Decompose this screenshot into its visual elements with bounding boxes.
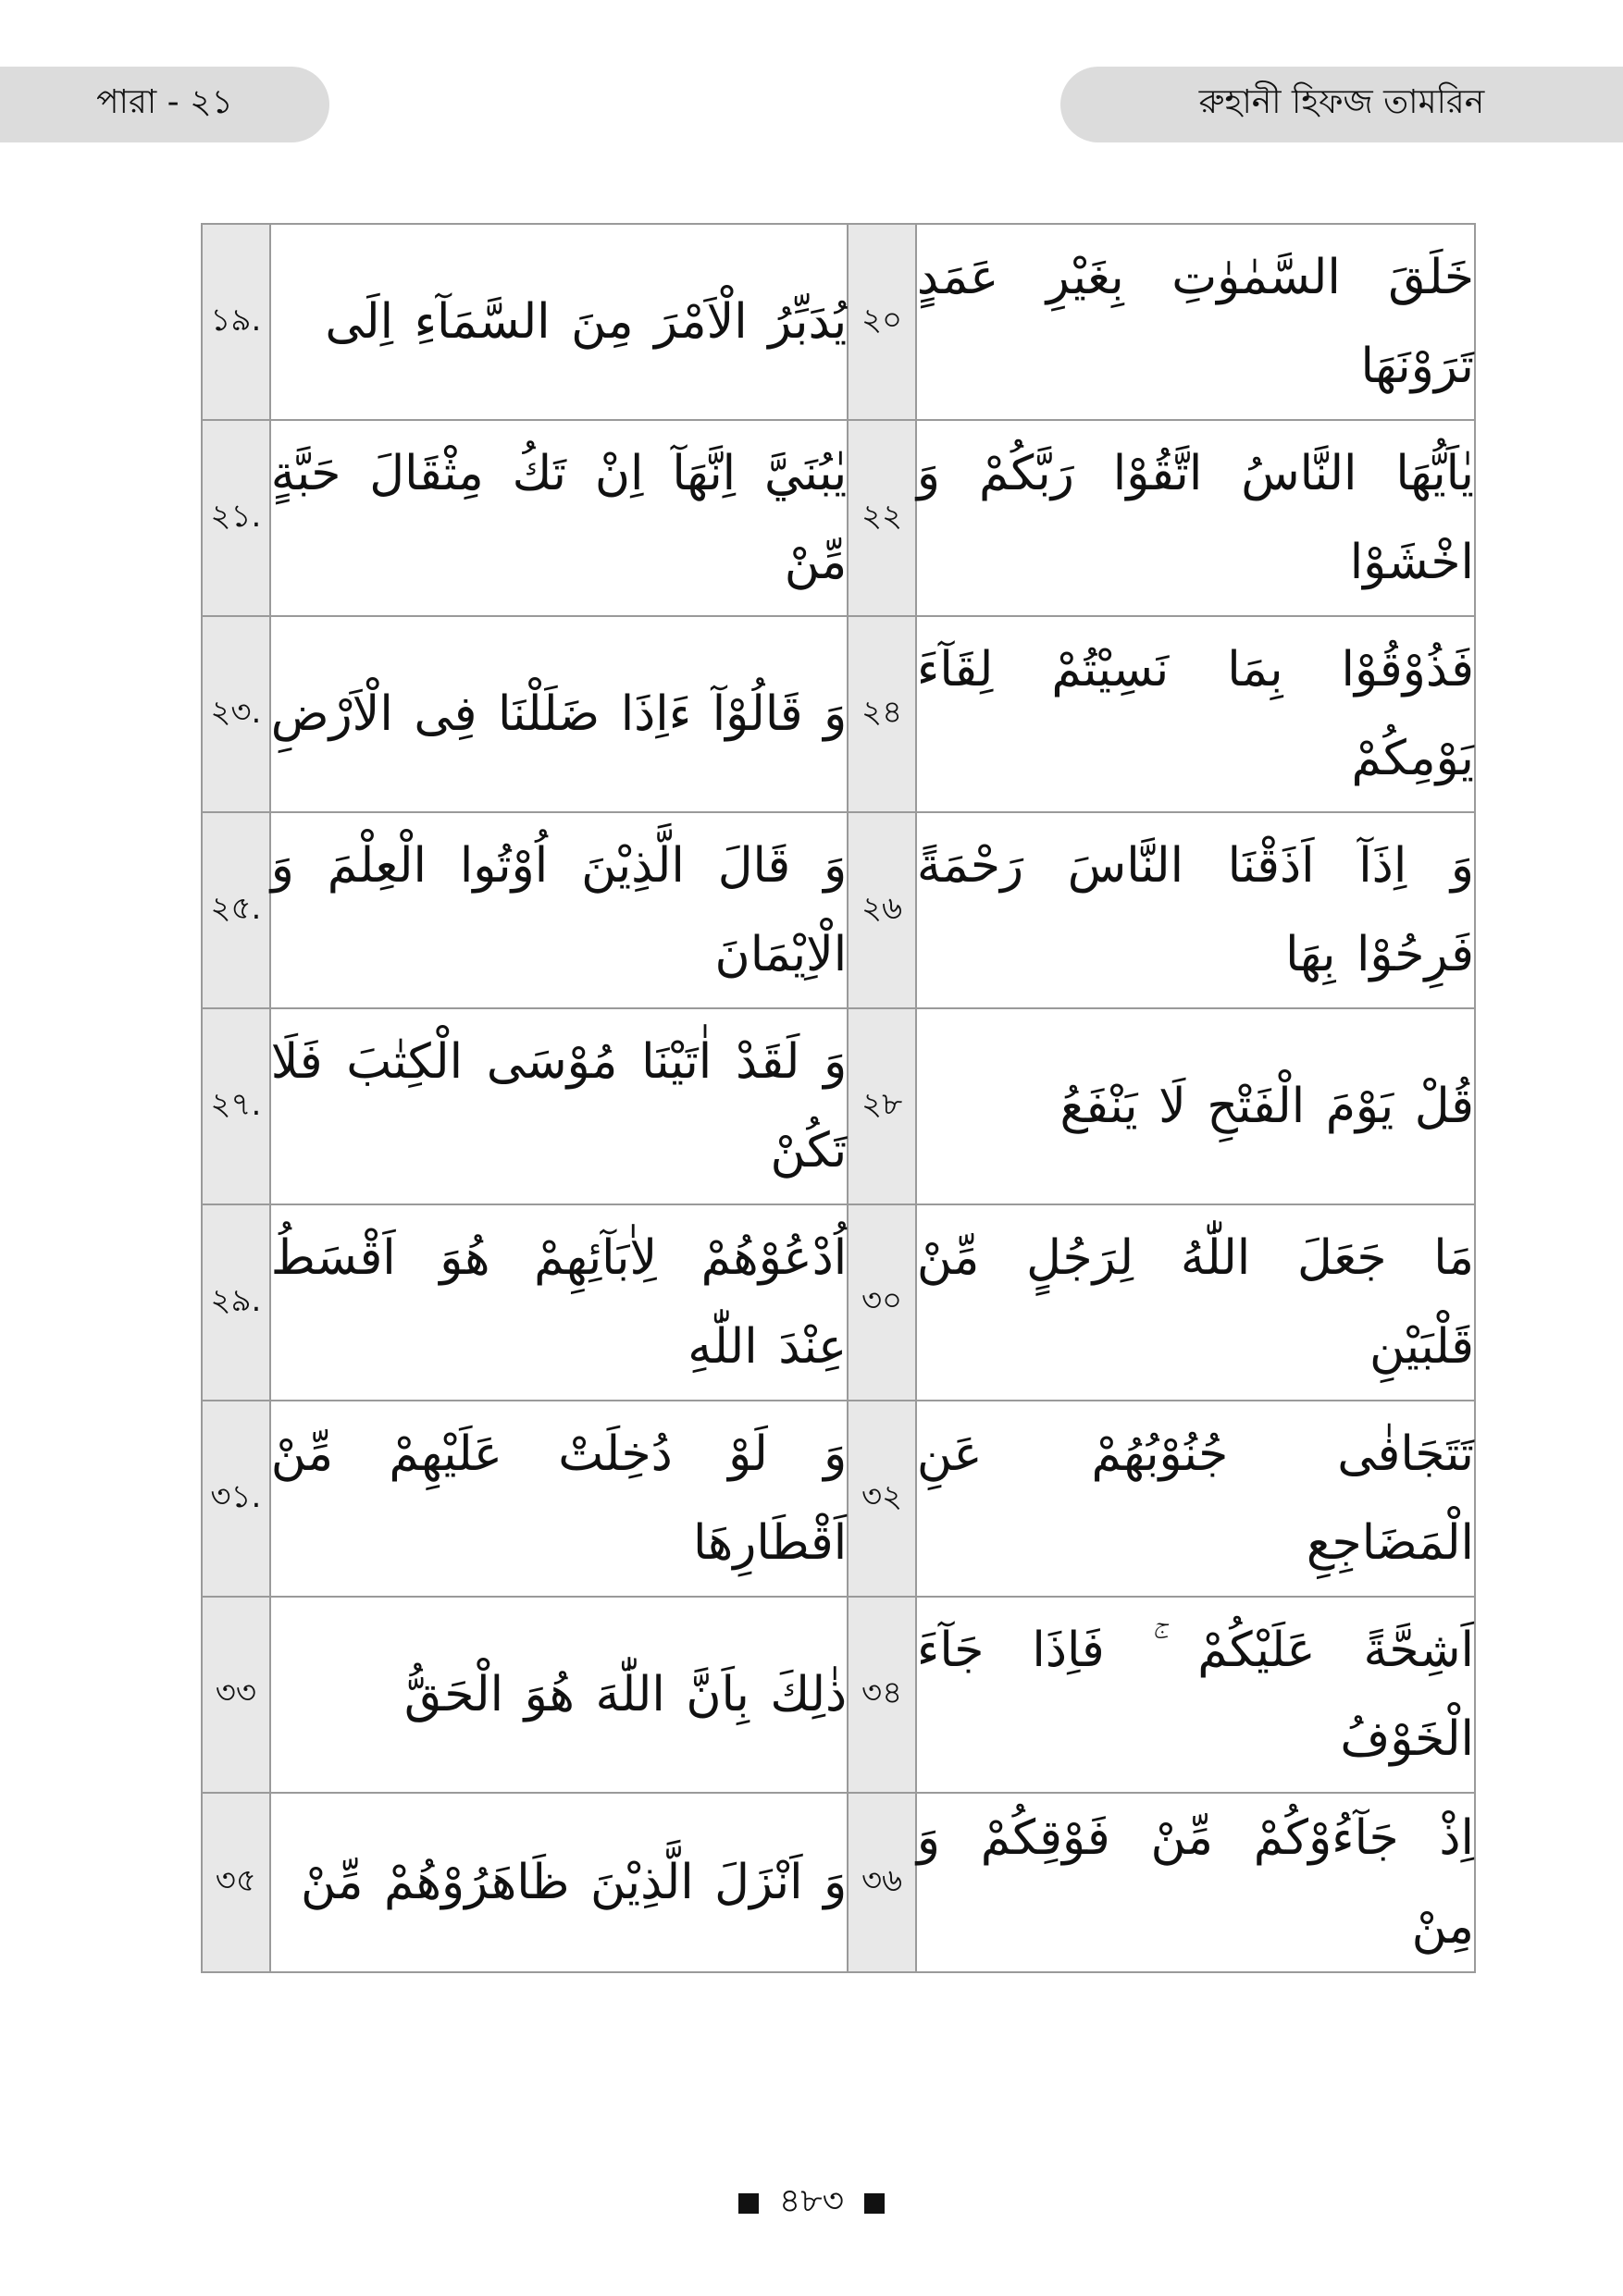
- verse-number: ২২: [848, 420, 916, 616]
- verse-number: ৩০: [848, 1204, 916, 1401]
- verse-text: اِذْ جَآءُوْكُمْ مِّنْ فَوْقِكُمْ وَ مِنْ: [916, 1793, 1475, 1972]
- book-title-text: রুহানী হিফজ তামরিন: [1198, 83, 1485, 121]
- verse-text: وَ اِذَآ اَذَقْنَا النَّاسَ رَحْمَةً فَرِحُوْا بِهَا: [916, 812, 1475, 1008]
- verse-number: ৩৫: [202, 1793, 270, 1972]
- verse-text: اُدْعُوْهُمْ لِاٰبَآئِهِمْ هُوَ اَقْسَطُ عِنْدَ اللّٰهِ: [270, 1204, 849, 1401]
- table-row: [202, 1793, 1475, 1972]
- verse-number: ২৫.: [202, 812, 270, 1008]
- verse-text: ذٰلِكَ بِاَنَّ اللّٰهَ هُوَ الْحَقُّ: [270, 1597, 849, 1793]
- table-row: [202, 616, 1475, 812]
- verse-number: ২৬: [848, 812, 916, 1008]
- verse-number: ২৭.: [202, 1008, 270, 1204]
- verse-text: وَ قَالُوْآ ءَاِذَا ضَلَلْنَا فِى الْاَرْضِ: [270, 616, 849, 812]
- verse-text: خَلَقَ السَّمٰوٰتِ بِغَيْرِ عَمَدٍ تَرَوْنَهَا: [916, 224, 1475, 420]
- table-row: [202, 1008, 1475, 1204]
- para-label: [0, 67, 329, 142]
- verse-text: فَذُوْقُوْا بِمَا نَسِيْتُمْ لِقَآءَ يَوْمِكُمْ: [916, 616, 1475, 812]
- verse-text: وَ لَقَدْ اٰتَيْنَا مُوْسَى الْكِتٰبَ فَلَا تَكُنْ: [270, 1008, 849, 1204]
- book-title: [1060, 67, 1623, 142]
- verse-number: ২৩.: [202, 616, 270, 812]
- verse-number: ২০: [848, 224, 916, 420]
- verse-number: ২৯.: [202, 1204, 270, 1401]
- table-row: [202, 1597, 1475, 1793]
- verse-text: اَشِحَّةً عَلَيْكُمْ ۚ فَاِذَا جَآءَ الْخَوْفُ: [916, 1597, 1475, 1793]
- verse-text: يٰبُنَيَّ اِنَّهَآ اِنْ تَكُ مِثْقَالَ حَبَّةٍ مِّنْ: [270, 420, 849, 616]
- verse-number: ৩২: [848, 1401, 916, 1597]
- verse-text: وَ اَنْزَلَ الَّذِيْنَ ظَاهَرُوْهُمْ مِّنْ: [270, 1793, 849, 1972]
- verse-table: [201, 223, 1476, 1973]
- verse-text: تَتَجَافٰى جُنُوْبُهُمْ عَنِ الْمَضَاجِعِ: [916, 1401, 1475, 1597]
- verse-text: قُلْ يَوْمَ الْفَتْحِ لَا يَنْفَعُ: [916, 1008, 1475, 1204]
- verse-text: وَ قَالَ الَّذِيْنَ اُوْتُوا الْعِلْمَ وَ الْاِيْمَانَ: [270, 812, 849, 1008]
- verse-number: ১৯.: [202, 224, 270, 420]
- table-row: [202, 1401, 1475, 1597]
- verse-number: ২৮: [848, 1008, 916, 1204]
- verse-text: يُدَبِّرُ الْاَمْرَ مِنَ السَّمَآءِ اِلَى: [270, 224, 849, 420]
- verse-text: وَ لَوْ دُخِلَتْ عَلَيْهِمْ مِّنْ اَقْطَارِهَا: [270, 1401, 849, 1597]
- verse-text: يٰاَيُّهَا النَّاسُ اتَّقُوْا رَبَّكُمْ وَ اخْشَوْا: [916, 420, 1475, 616]
- verse-number: ২৪: [848, 616, 916, 812]
- verse-number: ৩৪: [848, 1597, 916, 1793]
- verse-number: ৩১.: [202, 1401, 270, 1597]
- table-row: [202, 224, 1475, 420]
- page-number: ৪৮৩: [778, 2182, 845, 2220]
- verse-number: ৩৬: [848, 1793, 916, 1972]
- verse-text: مَا جَعَلَ اللّٰهُ لِرَجُلٍ مِّنْ قَلْبَيْنِ: [916, 1204, 1475, 1401]
- verse-number: ৩৩: [202, 1597, 270, 1793]
- verse-number: ২১.: [202, 420, 270, 616]
- table-row: [202, 420, 1475, 616]
- para-label-text: পারা - ২১: [96, 83, 233, 121]
- page-footer: [0, 2176, 1623, 2231]
- square-bullet-icon: [738, 2193, 759, 2214]
- table-row: [202, 812, 1475, 1008]
- square-bullet-icon: [864, 2193, 885, 2214]
- table-row: [202, 1204, 1475, 1401]
